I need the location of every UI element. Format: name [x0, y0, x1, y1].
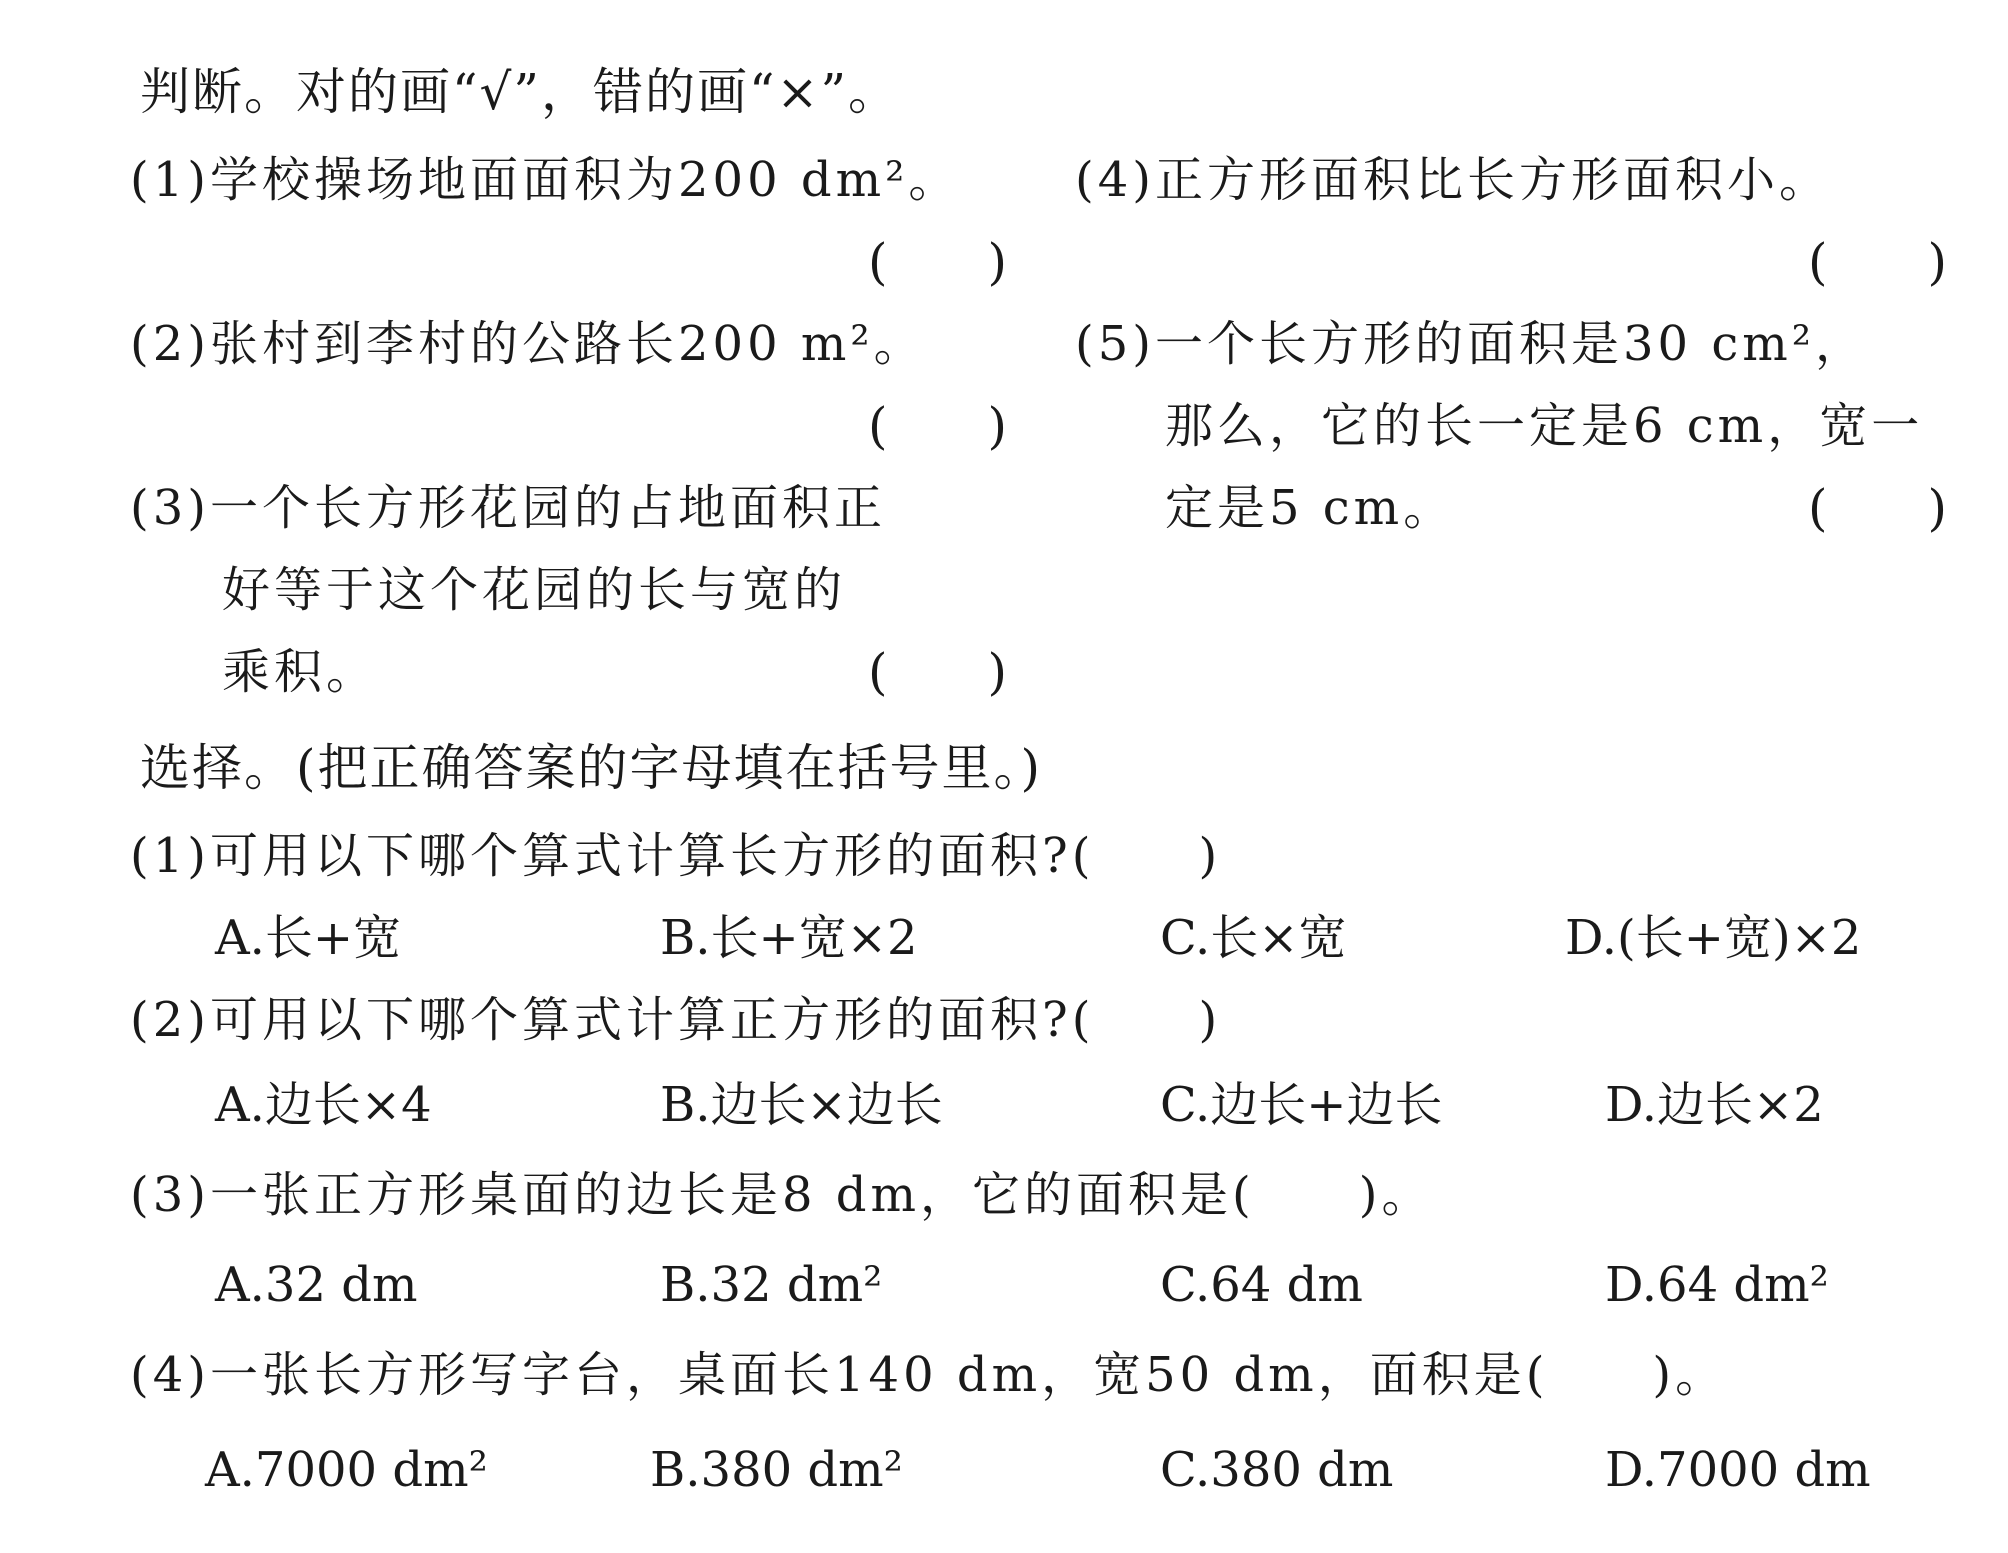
judge-answer-blank-1[interactable]: ( ) [868, 233, 1008, 291]
choice-q1-option-c[interactable]: C.长×宽 [1160, 910, 1347, 966]
choice-question-2 [130, 990, 1221, 1050]
choice-q1-option-d[interactable]: D.(长+宽)×2 [1565, 910, 1862, 966]
judge-item-5-line2: 那么，它的长一定是6 cm，宽一 [1165, 398, 1924, 454]
judge-item-4-label: (4) [1075, 152, 1155, 208]
choice-question-4-label: (4) [130, 1347, 210, 1403]
choice-question-1 [130, 826, 1221, 886]
choice-q3-option-d[interactable]: D.64 dm² [1605, 1257, 1829, 1313]
judge-item-3-line3: 乘积。 [222, 644, 379, 700]
judge-item-5-label: (5) [1075, 316, 1155, 372]
choice-q3-option-c[interactable]: C.64 dm [1160, 1257, 1363, 1313]
judge-item-1-text: 学校操场地面面积为200 dm²。 [210, 152, 961, 208]
judge-answer-blank-2[interactable]: ( ) [868, 397, 1008, 455]
choice-question-2-label: (2) [130, 992, 210, 1048]
choice-q4-option-c[interactable]: C.380 dm [1160, 1442, 1394, 1498]
judge-answer-blank-5[interactable]: ( ) [1808, 479, 1948, 537]
choice-q2-option-a[interactable]: A.边长×4 [215, 1077, 432, 1133]
judge-item-2-label: (2) [130, 316, 210, 372]
choice-q4-option-b[interactable]: B.380 dm² [650, 1442, 903, 1498]
choice-question-1-label: (1) [130, 828, 210, 884]
choice-q4-option-d[interactable]: D.7000 dm [1605, 1442, 1871, 1498]
judge-item-4-text: 正方形面积比长方形面积小。 [1155, 152, 1832, 208]
judge-item-2 [130, 314, 926, 374]
judge-item-3-label: (3) [130, 480, 210, 536]
choice-question-2-text: 可用以下哪个算式计算正方形的面积?( ) [210, 992, 1222, 1048]
judge-item-5-line3: 定是5 cm。 [1165, 480, 1456, 536]
choice-question-3 [130, 1165, 1434, 1225]
choice-q1-option-a[interactable]: A.长+宽 [215, 910, 402, 966]
choice-q4-option-a[interactable]: A.7000 dm² [205, 1442, 488, 1498]
choice-title: 选择。(把正确答案的字母填在括号里。) [140, 739, 1043, 797]
choice-q3-option-a[interactable]: A.32 dm [215, 1257, 418, 1313]
choice-question-4 [130, 1345, 1727, 1405]
choice-question-4-text: 一张长方形写字台，桌面长140 dm，宽50 dm，面积是( )。 [210, 1347, 1728, 1403]
choice-q2-option-b[interactable]: B.边长×边长 [660, 1077, 943, 1133]
choice-q2-option-d[interactable]: D.边长×2 [1605, 1077, 1824, 1133]
choice-q2-option-c[interactable]: C.边长+边长 [1160, 1077, 1443, 1133]
judge-item-5-line1: 一个长方形的面积是30 cm²， [1155, 316, 1867, 372]
choice-question-1-text: 可用以下哪个算式计算长方形的面积?( ) [210, 828, 1222, 884]
judge-item-4 [1075, 150, 1831, 210]
judge-item-3-line1: 一个长方形花园的占地面积正 [210, 480, 887, 536]
choice-q1-option-b[interactable]: B.长+宽×2 [660, 910, 918, 966]
judge-item-1-label: (1) [130, 152, 210, 208]
choice-question-3-label: (3) [130, 1167, 210, 1223]
choice-question-3-text: 一张正方形桌面的边长是8 dm，它的面积是( )。 [210, 1167, 1434, 1223]
judge-item-3 [130, 478, 886, 538]
judge-item-2-text: 张村到李村的公路长200 m²。 [210, 316, 926, 372]
judge-item-3-line2: 好等于这个花园的长与宽的 [222, 562, 847, 618]
judge-title: 判断。对的画“√”，错的画“×”。 [140, 63, 901, 121]
choice-q3-option-b[interactable]: B.32 dm² [660, 1257, 883, 1313]
judge-answer-blank-3[interactable]: ( ) [868, 643, 1008, 701]
judge-item-5 [1075, 314, 1867, 374]
judge-answer-blank-4[interactable]: ( ) [1808, 233, 1948, 291]
judge-item-1 [130, 150, 960, 210]
